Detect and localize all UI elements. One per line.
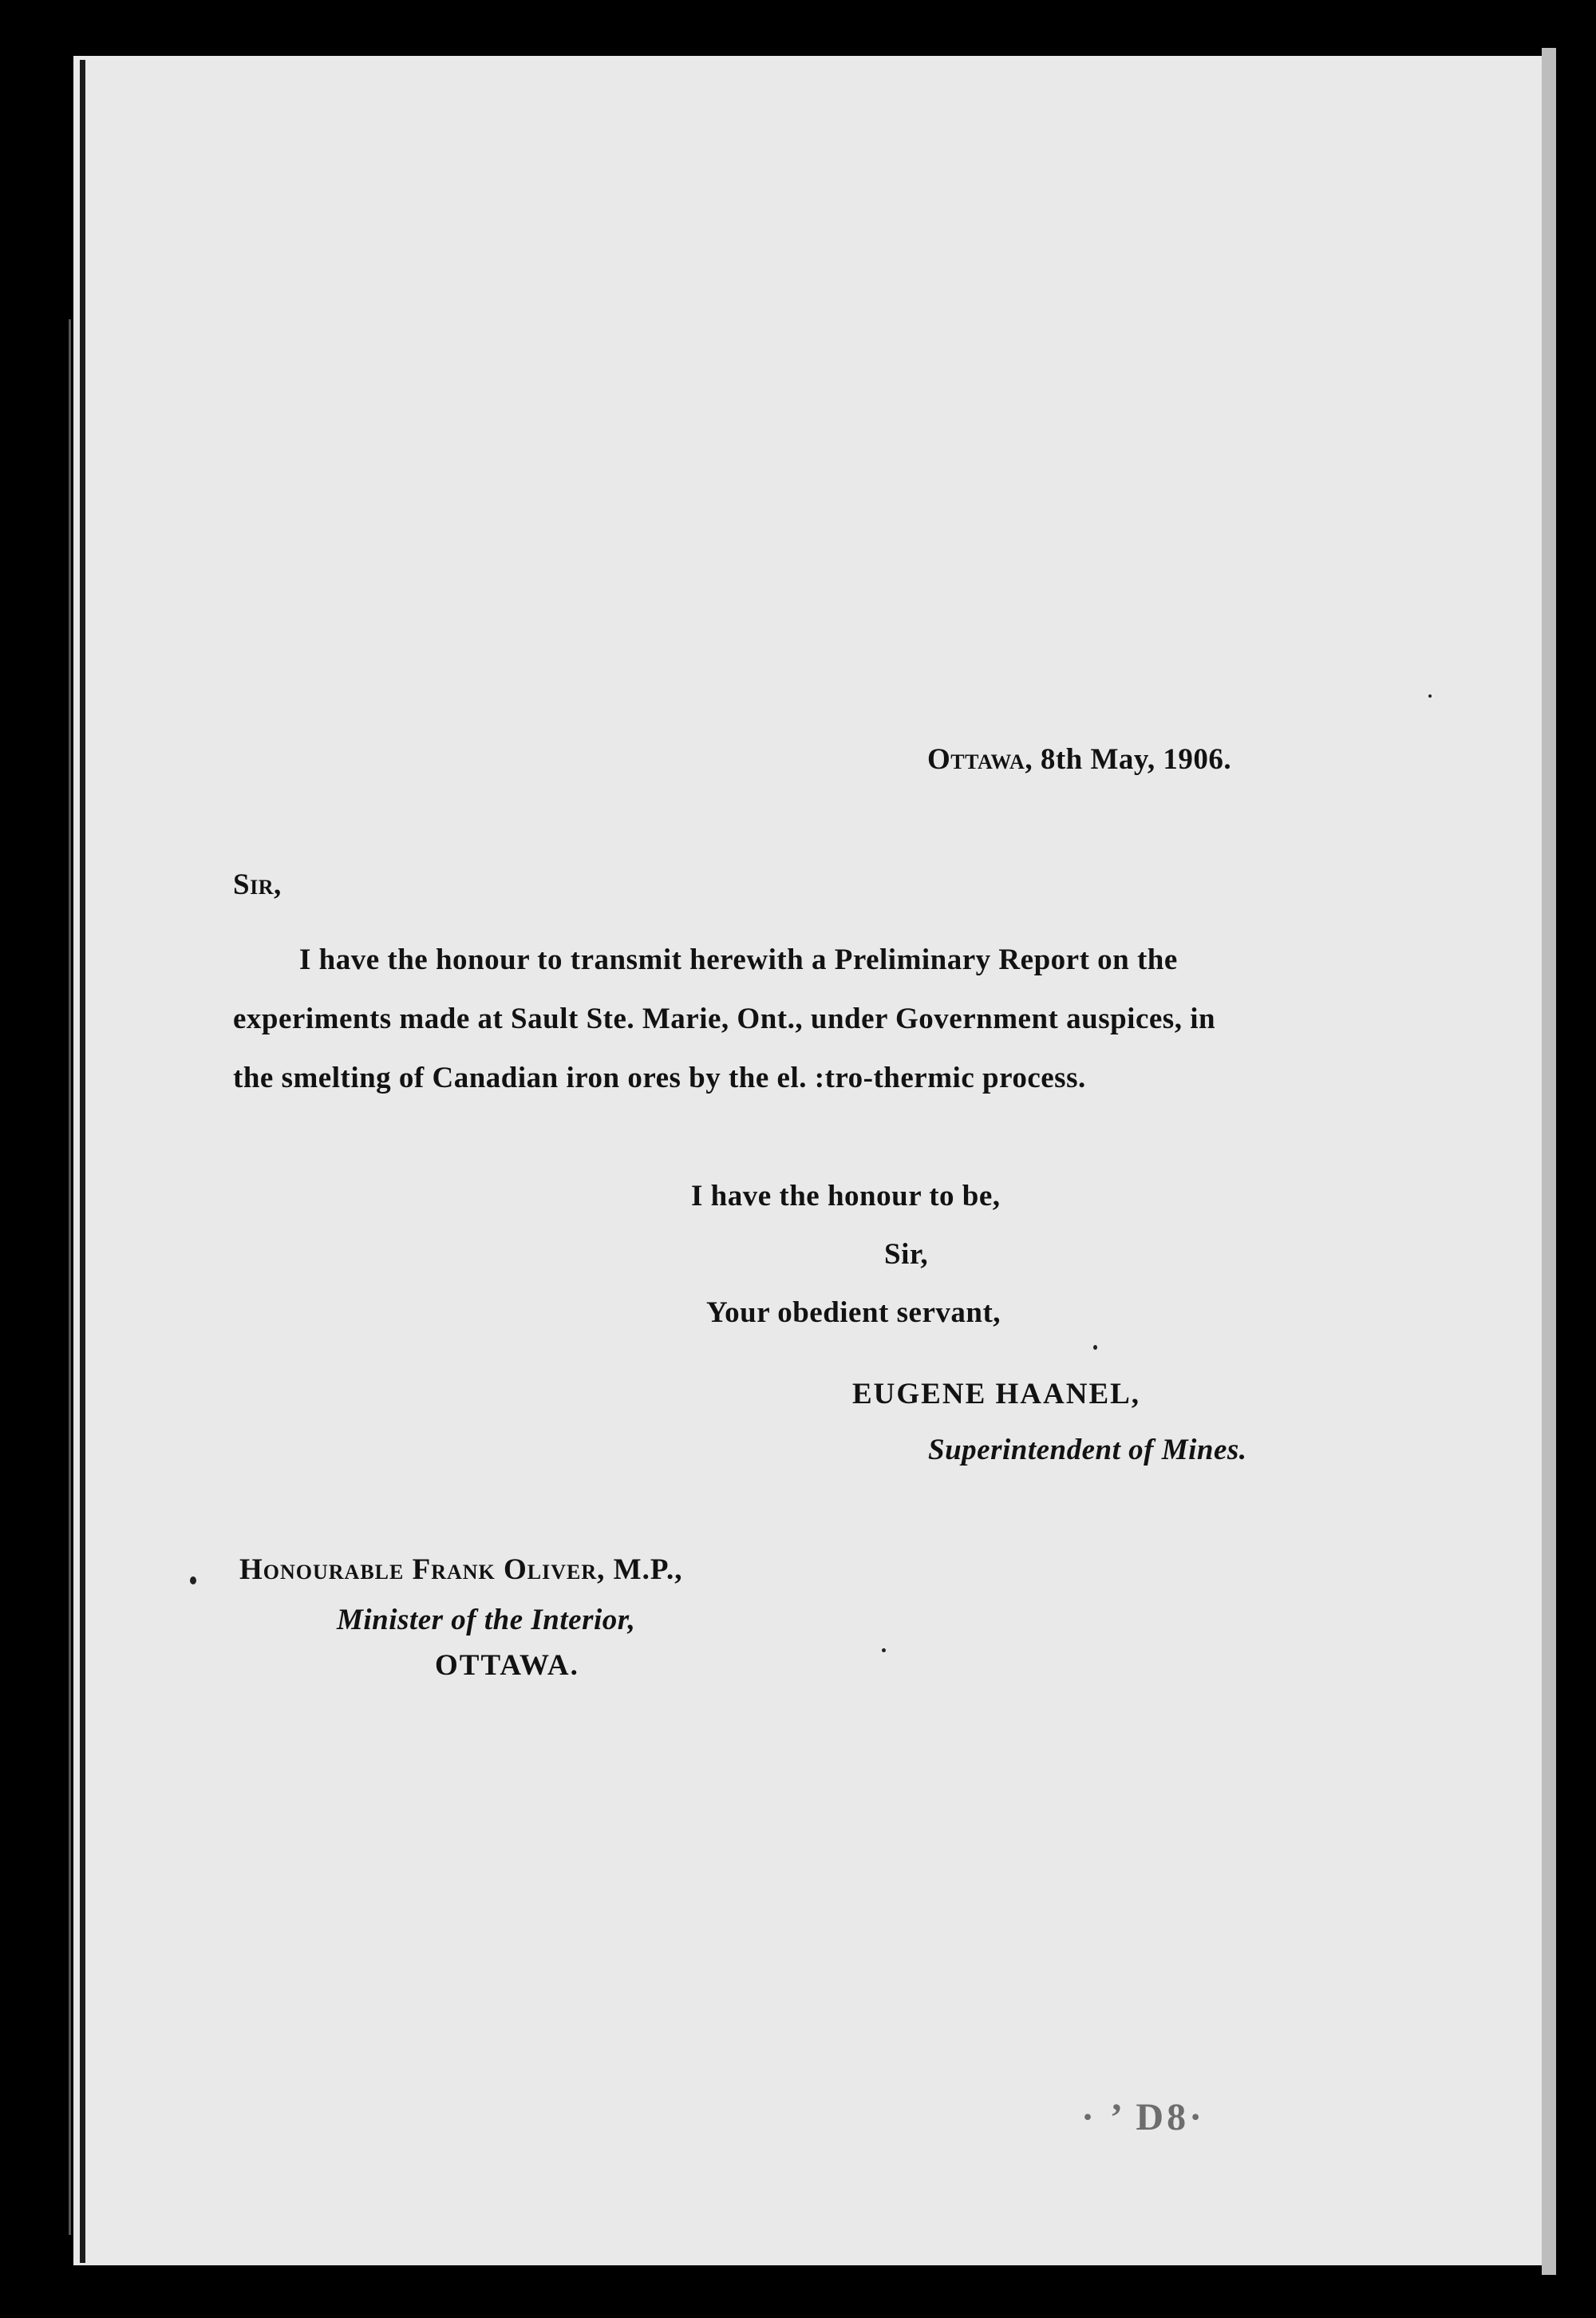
dust-speck	[1428, 694, 1432, 698]
closing-line-1: I have the honour to be,	[691, 1180, 1001, 1212]
binding-shadow	[69, 319, 71, 2235]
library-stamp: · ’ D8·	[1081, 2096, 1206, 2138]
dateline-place: Ottawa,	[927, 743, 1033, 776]
body-line-1: I have the honour to transmit herewith a Preliminary Report on the	[299, 943, 1178, 976]
closing-line-3: Your obedient servant,	[706, 1296, 1001, 1329]
dust-speck	[882, 1648, 886, 1652]
addressee-name: Honourable Frank Oliver, M.P.,	[239, 1553, 683, 1586]
ink-speck	[190, 1576, 196, 1584]
dateline	[927, 742, 1231, 777]
addressee-city: OTTAWA.	[435, 1649, 579, 1682]
salutation: Sir,	[233, 868, 282, 901]
document-page	[73, 56, 1542, 2265]
signature-title: Superintendent of Mines.	[928, 1434, 1247, 1466]
page-right-edge	[1542, 48, 1556, 2275]
addressee-title: Minister of the Interior,	[337, 1604, 636, 1636]
body-line-2: experiments made at Sault Ste. Marie, Ont., under Government auspices, in	[233, 1003, 1216, 1035]
signature-name: EUGENE HAANEL,	[852, 1378, 1141, 1410]
body-line-3: the smelting of Canadian iron ores by the el. :tro-thermic process.	[233, 1062, 1086, 1094]
dust-speck	[1093, 1345, 1097, 1350]
dateline-date: 8th May, 1906.	[1040, 743, 1232, 776]
closing-line-2: Sir,	[884, 1238, 929, 1271]
binding-edge	[80, 60, 85, 2263]
